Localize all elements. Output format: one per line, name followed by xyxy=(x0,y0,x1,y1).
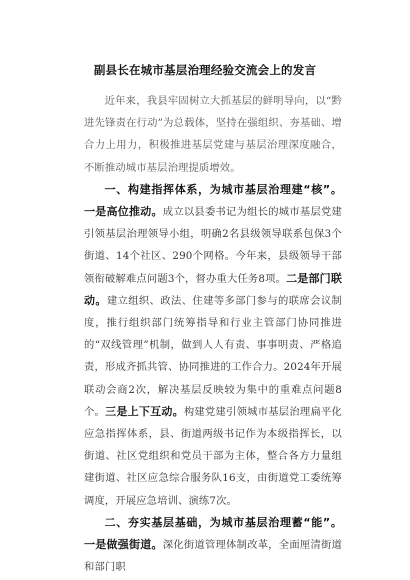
document-body xyxy=(84,90,342,578)
section-1-paragraph xyxy=(84,179,342,512)
section-1-point-2-text: 建立组织、政法、住建等多部门参与的联席会议制度，推行组织部门统筹指导和行业主管部门协同推进的“双线管理”机制，做到人人有责、事事明责、严格追责，形成齐抓共管、协同推进的工作合力。2024年开展联动会商2次，解决基层反映较为集中的重难点问题8个。 xyxy=(84,294,342,418)
section-1-point-1-text: 成立以县委书记为组长的城市基层党建引领基层治理领导小组，明确2名县级领导联系包保3个街道、14个社区、290个网格。今年来，县级领导干部领衔破解难点问题3个，督办重大任务8项。 xyxy=(84,206,342,285)
intro-text: 近年来，我县牢固树立大抓基层的鲜明导向，以“黔进先锋责在行动”为总载体，坚持在强组织、夯基础、增合力上用力，积极推进基层党建与基层治理深度融合，不断推动城市基层治理提质增效。 xyxy=(84,95,342,174)
section-2-paragraph xyxy=(84,512,342,579)
intro-paragraph xyxy=(84,90,342,179)
section-2-heading: 二、夯实基层基础，为城市基层治理蓄“能”。 xyxy=(104,515,342,529)
section-1-point-3-text: 构建党建引领城市基层治理扁平化应急指挥体系，县、街道两级书记作为本级指挥长，以街道、社区党组织和党员干部为主体，整合各方力量组建街道、社区应急综合服务队16支，由街道党工委统筹调度，开展应急培训、演练7次。 xyxy=(84,405,342,507)
section-1-point-2-label: 二是部门联动。 xyxy=(84,271,342,307)
section-2-point-1-text: 深化街道管理体制改革，全面厘清街道和部门职 xyxy=(84,539,342,574)
section-2-point-1-label: 一是做强街道。 xyxy=(84,538,163,552)
section-1-heading: 一、构建指挥体系，为城市基层治理建“核”。 xyxy=(104,182,342,196)
section-1-point-1-label: 一是高位推动。 xyxy=(84,205,163,219)
section-1-point-3-label: 三是上下互动。 xyxy=(105,404,184,418)
document-title: 副县长在城市基层治理经验交流会上的发言 xyxy=(93,63,317,77)
